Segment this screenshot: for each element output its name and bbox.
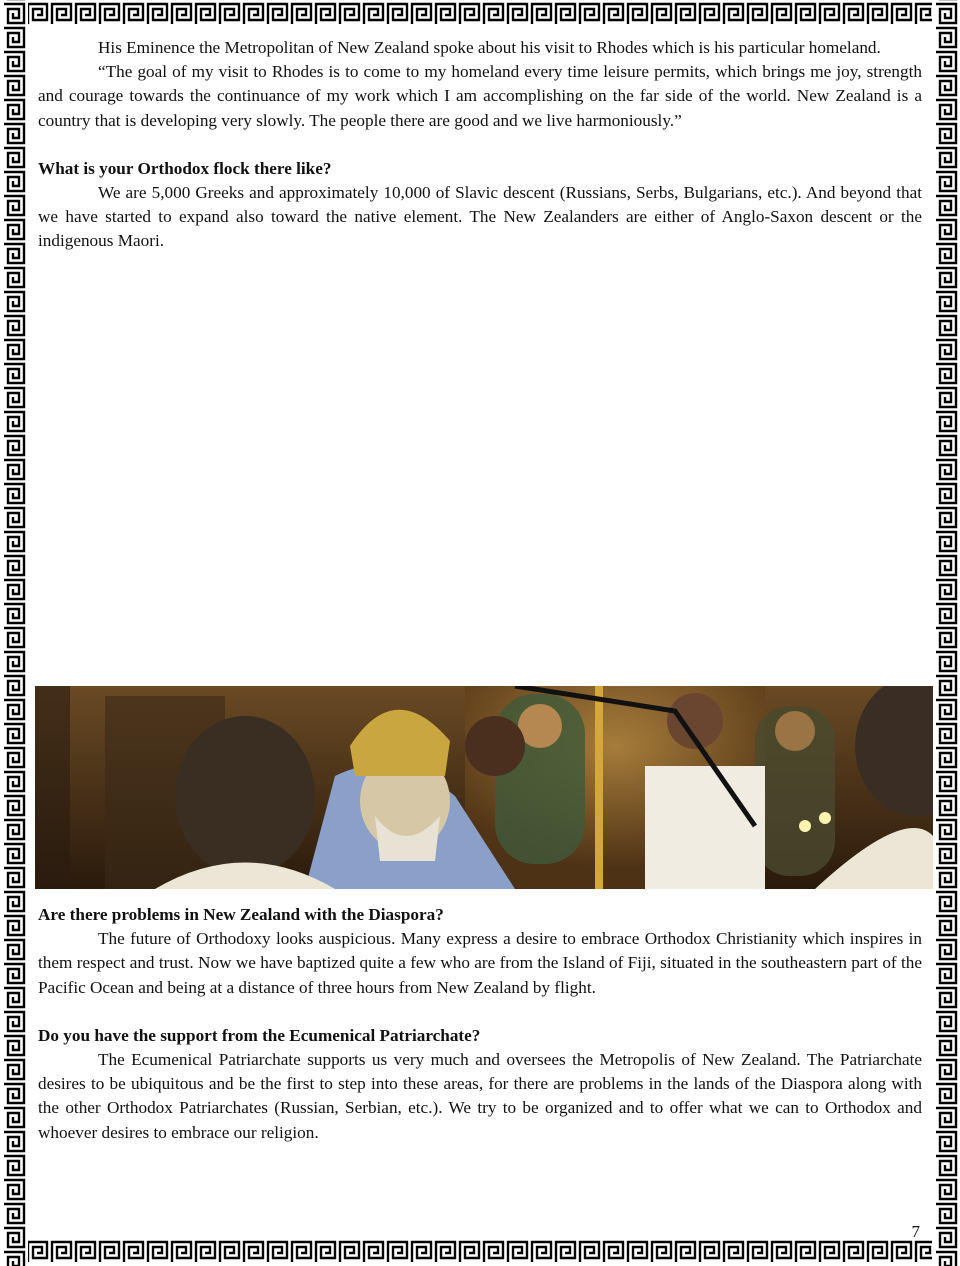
article-bottom (38, 903, 922, 1145)
page-number: 7 (911, 1222, 920, 1241)
paragraph-flock-answer: We are 5,000 Greeks and approximately 10,000 of Slavic descent (Russians, Serbs, Bulgarians, etc.). And beyond that we have started to expand also toward the native element. The New Zealanders are either of Anglo-Saxon descent or the indigenous Maori. (38, 183, 922, 251)
border-right (932, 0, 960, 1266)
border-bottom (0, 1238, 960, 1266)
paragraph-quote: “The goal of my visit to Rhodes is to come to my homeland every time leisure permits, which brings me joy, strength and courage towards the continuance of my work which I am accomplishing on the far side of the world. New Zealand is a country that is developing very slowly. The people there are good and we live harmoniously.” (38, 62, 922, 130)
article-top (38, 36, 922, 254)
church-photo (35, 686, 933, 889)
paragraph-patriarchate-answer: The Ecumenical Patriarchate supports us very much and oversees the Metropolis of New Zealand. The Patriarchate desires to be ubiquitous and be the first to step into these areas, for there are problems in the lands of the Diaspora along with the other Orthodox Patriarchates (Russian, Serbian, etc.). We try to be organized and to offer what we can to Orthodox and whoever desires to embrace our religion. (38, 1050, 922, 1142)
question-diaspora: Are there problems in New Zealand with the Diaspora? (38, 905, 444, 924)
paragraph-diaspora-answer: The future of Orthodoxy looks auspicious. Many express a desire to embrace Orthodox Christianity which inspires in them respect and trust. Now we have baptized quite a few who are from the Island of Fiji, situated in the southeastern part of the Pacific Ocean and being at a distance of three hours from New Zealand by flight. (38, 929, 922, 997)
border-top (0, 0, 960, 28)
border-left (0, 0, 28, 1266)
question-flock: What is your Orthodox flock there like? (38, 158, 332, 178)
question-patriarchate: Do you have the support from the Ecumenical Patriarchate? (38, 1025, 481, 1045)
paragraph-intro: His Eminence the Metropolitan of New Zealand spoke about his visit to Rhodes which is his particular homeland. (98, 38, 881, 57)
